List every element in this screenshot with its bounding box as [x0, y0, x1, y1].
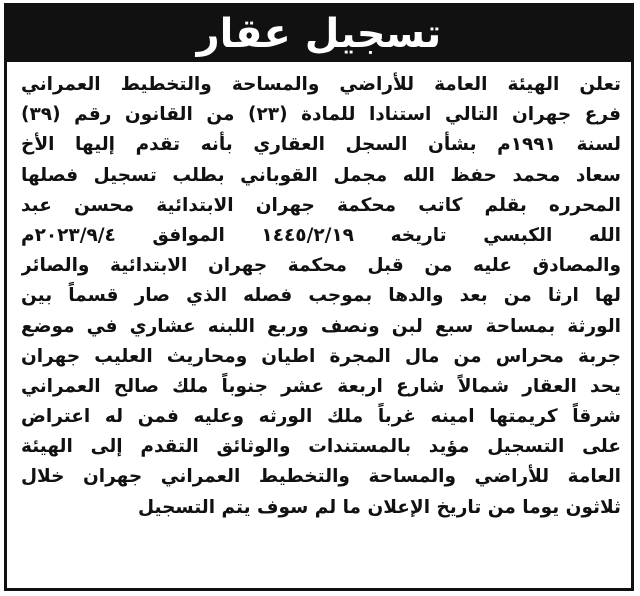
- notice-line-9: الورثة بمساحة سبع لبن ونصف وربع اللبنه عشاري في موضع: [21, 315, 621, 337]
- notice-line-2: فرع جهران التالي استنادا للمادة (٢٣) من القانون رقم (٣٩): [21, 104, 621, 126]
- notice-body: [21, 70, 621, 523]
- notice-line-6: الله الكبسي تاريخه ١٤٤٥/٢/١٩ الموافق ٢٠٢٣/٩/٤م: [21, 224, 621, 246]
- notice-line-11: يحد العقار شمالاً شارع اربعة عشر جنوباً ملك صالح العمراني: [21, 375, 621, 397]
- notice-line-3: لسنة ١٩٩١م بشأن السجل العقاري بأنه تقدم إليها الأخ: [21, 134, 621, 156]
- notice-line-14: العامة للأراضي والمساحة والتخطيط العمراني جهران خلال: [21, 466, 621, 488]
- notice-line-1: تعلن الهيئة العامة للأراضي والمساحة والتخطيط العمراني: [21, 74, 621, 95]
- notice-line-5: المحرره بقلم كاتب محكمة جهران الابتدائية محسن عبد: [21, 194, 621, 216]
- notice-box: [4, 3, 634, 591]
- notice-line-4: سعاد محمد حفظ الله مجمل القوباني بطلب تسجيل فصلها: [21, 164, 621, 186]
- notice-line-12: شرقاً كريمتها امينه غرباً ملك الورثه وعليه فمن له اعتراض: [21, 406, 621, 428]
- notice-title: تسجيل عقار: [196, 11, 442, 57]
- notice-line-7: والمصادق عليه من قبل محكمة جهران الابتدائية والصائر: [21, 255, 621, 277]
- notice-line-8: لها ارثا من بعد والدها بموجب فصله الذي صار قسماً بين: [21, 285, 621, 307]
- title-bar: [7, 6, 631, 62]
- notice-line-15: ثلاثون يوما من تاريخ الإعلان ما لم سوف يتم التسجيل: [138, 496, 621, 518]
- notice-line-10: جربة محراس من مال المجرة اطيان ومحاريث العليب جهران: [21, 345, 621, 367]
- notice-line-13: على التسجيل مؤيد بالمستندات والوثائق التقدم إلى الهيئة: [21, 436, 621, 458]
